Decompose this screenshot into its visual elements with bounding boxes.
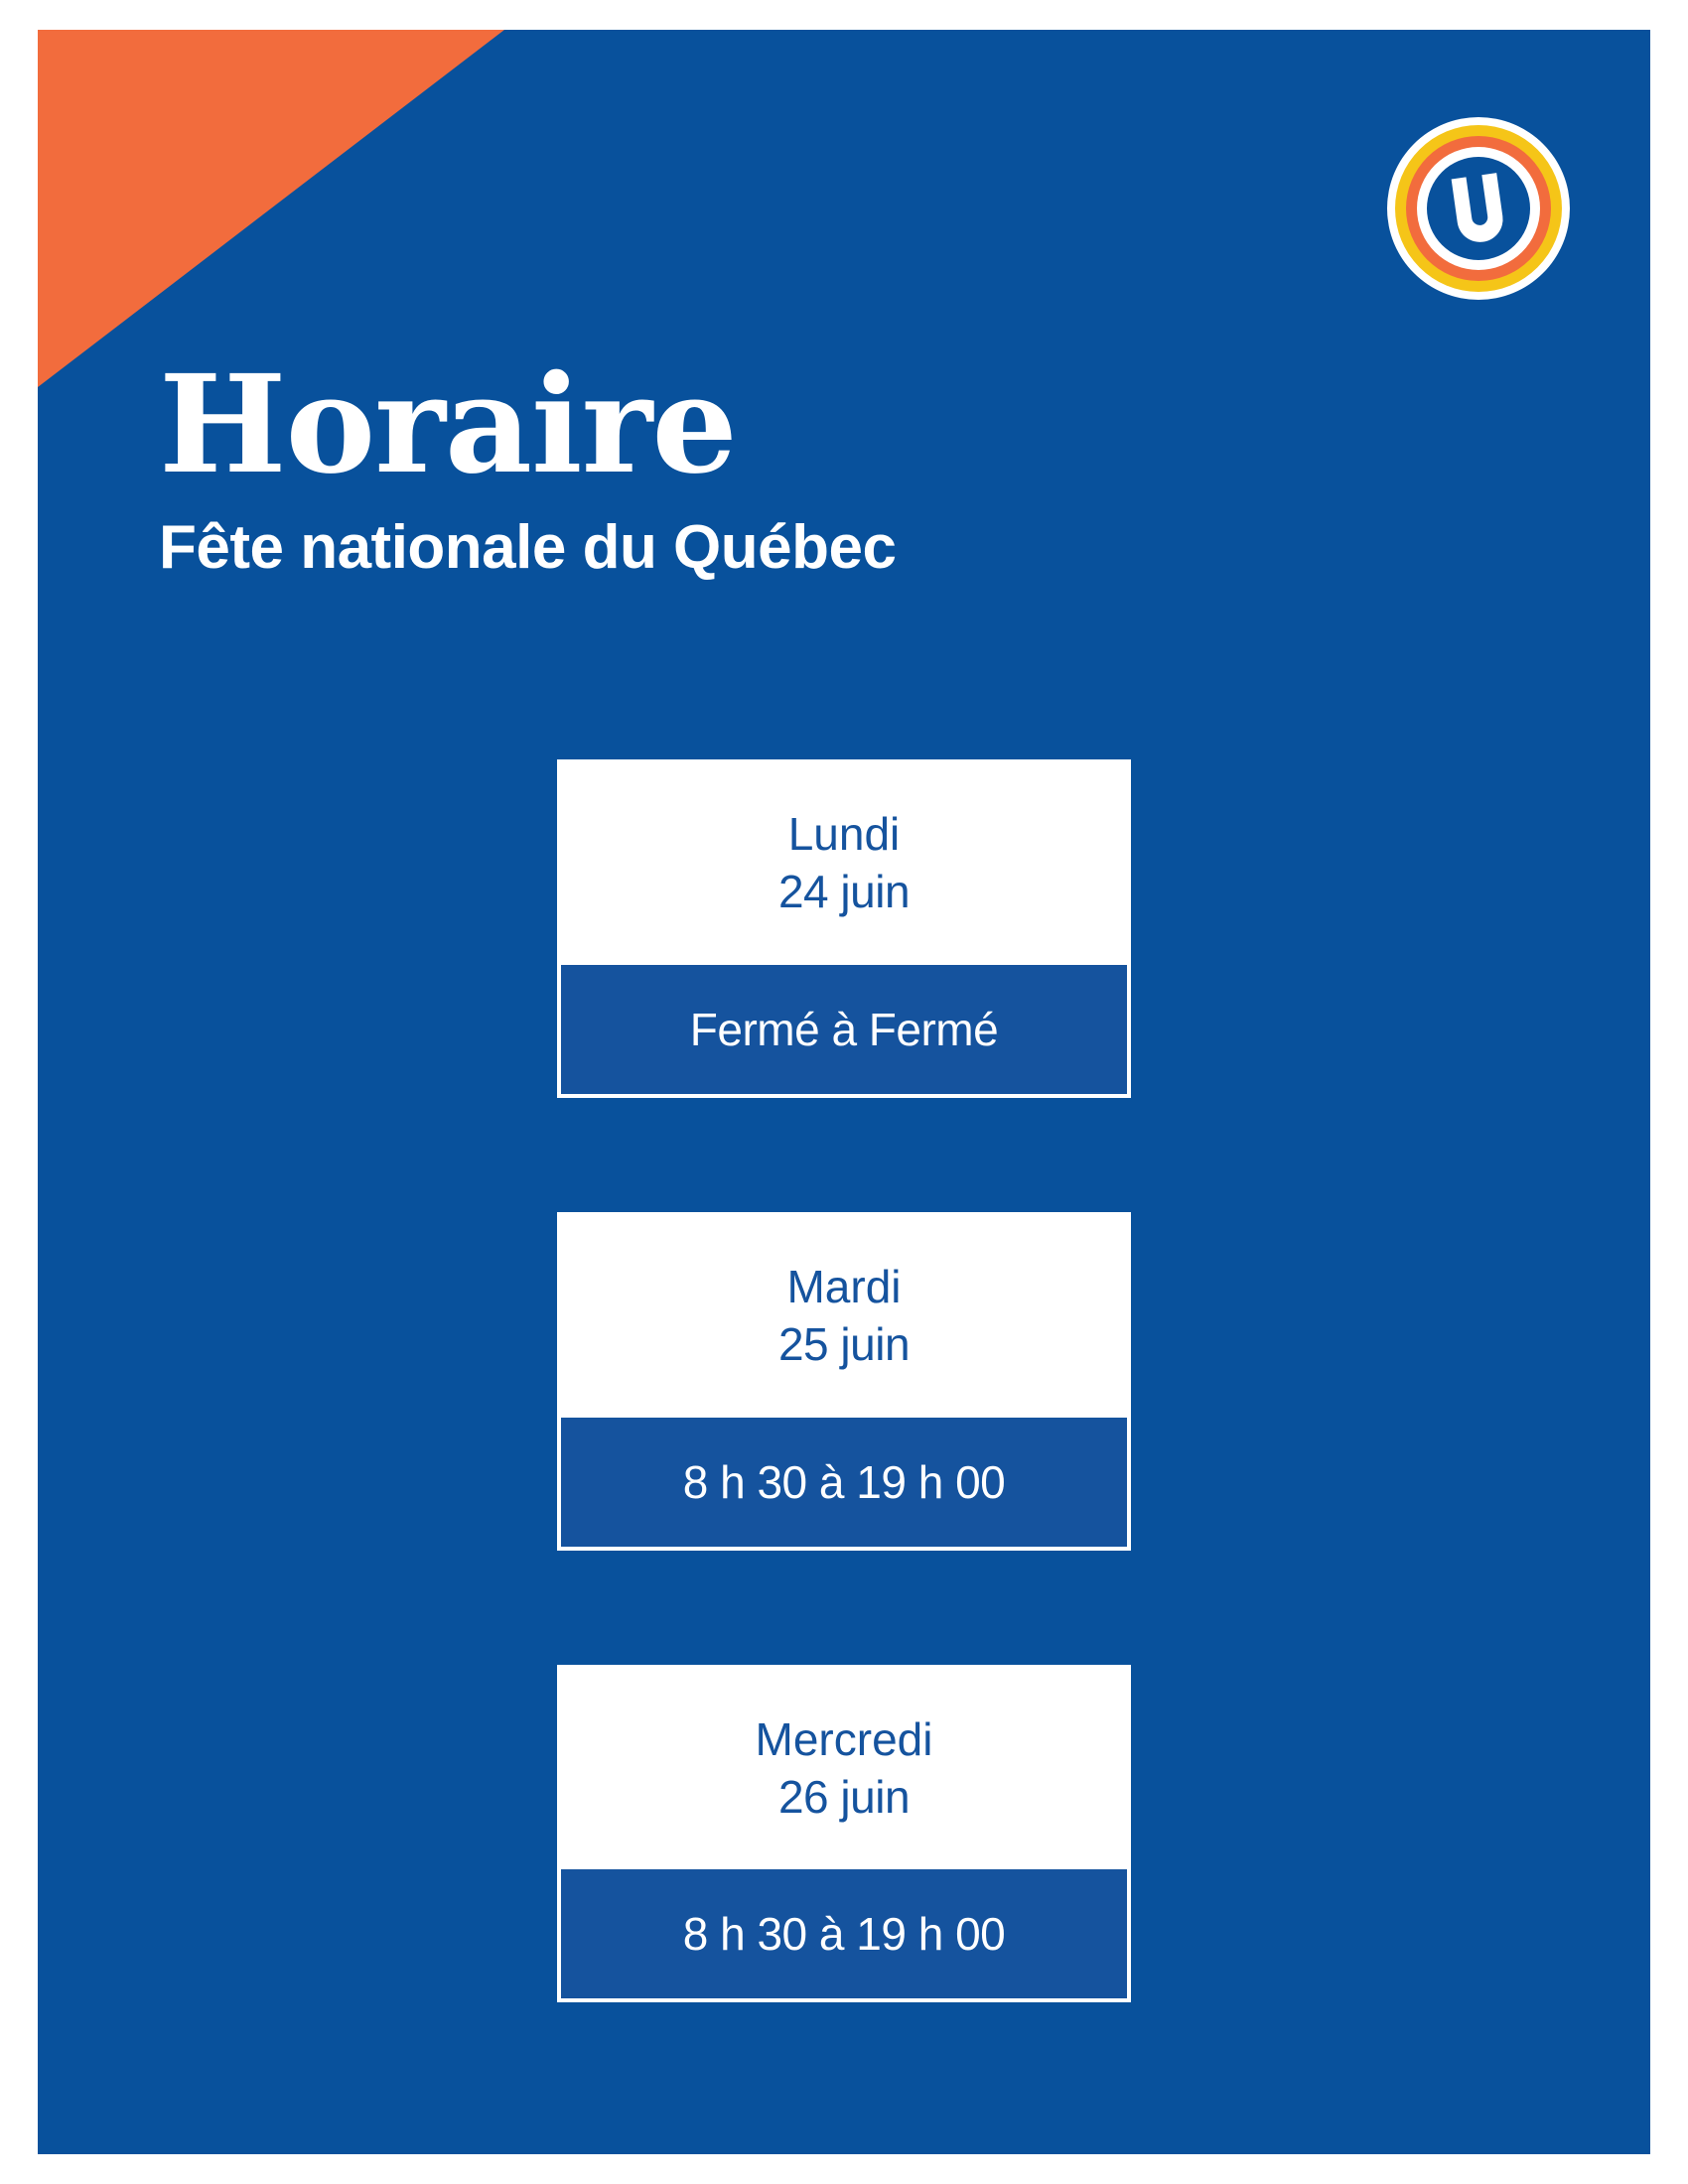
orange-corner-banner	[38, 30, 504, 387]
page-subtitle: Fête nationale du Québec	[159, 513, 897, 582]
schedule-day-date: 26 juin	[777, 1771, 911, 1824]
title-block	[159, 345, 1350, 582]
poster	[38, 30, 1650, 2154]
schedule-day-name: Mardi	[786, 1260, 902, 1312]
schedule-card-hours: 8 h 30 à 19 h 00	[561, 1865, 1127, 1998]
schedule-card-hours: 8 h 30 à 19 h 00	[561, 1414, 1127, 1547]
schedule-list	[38, 759, 1650, 2002]
schedule-day-date: 24 juin	[777, 866, 911, 918]
schedule-card	[557, 1212, 1131, 1551]
schedule-card-day	[561, 1669, 1127, 1866]
universite-laval-logo	[1384, 114, 1573, 303]
schedule-card-day	[561, 1216, 1127, 1414]
schedule-day-name: Mercredi	[755, 1712, 933, 1765]
schedule-card	[557, 759, 1131, 1098]
page-title: Horaire	[159, 345, 737, 504]
schedule-day-name: Lundi	[787, 808, 901, 860]
schedule-card	[557, 1665, 1131, 2003]
schedule-card-day	[561, 763, 1127, 961]
schedule-day-date: 25 juin	[777, 1318, 911, 1371]
schedule-card-hours: Fermé à Fermé	[561, 961, 1127, 1094]
